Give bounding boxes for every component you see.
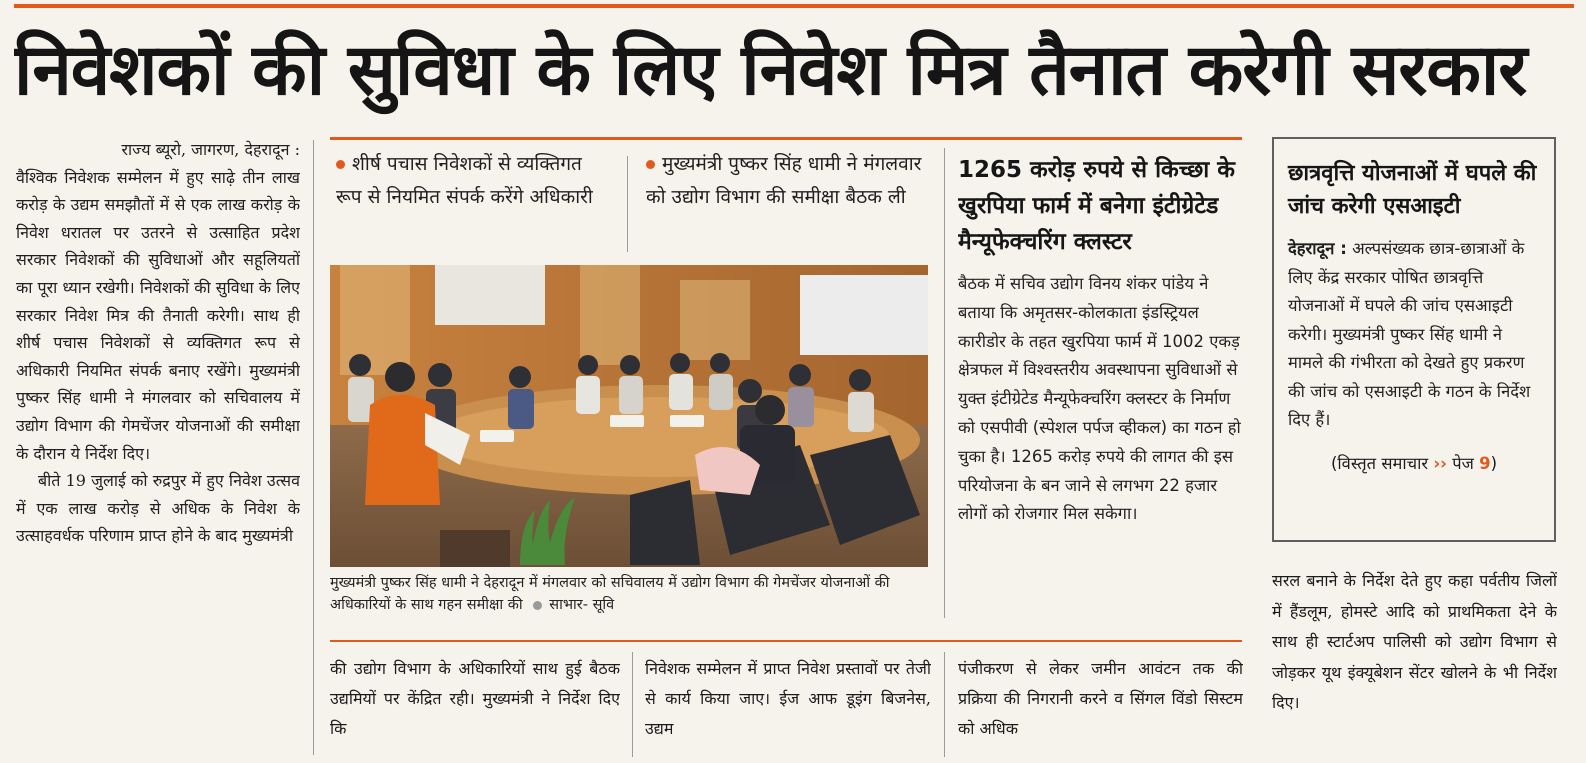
story-paragraph-2: बीते 19 जुलाई को रुद्रपुर में हुए निवेश उत्सव में एक लाख करोड़ से अधिक के निवेश के उत्साहवर्धक परिणाम प्राप्त होने के बाद मुख्यमंत्री xyxy=(16,471,300,546)
column-divider xyxy=(313,140,314,755)
continuation-column-2: निवेशक सम्मेलन में प्राप्त निवेश प्रस्तावों पर तेजी से कार्य किया जाए। ईज आफ डूइंग बिजनेस, उद्यम xyxy=(645,659,931,738)
boxed-story-body: देहरादून : अल्पसंख्यक छात्र-छात्राओं के लिए केंद्र सरकार पोषित छात्रवृत्ति योजनाओं में घपले की जांच एसआइटी करेगी। मुख्यमंत्री पुष्कर सिंह धामी ने मामले की गंभीरता को देखते हुए प्रकरण की जांच को एसआइटी के गठन के निर्देश दिए हैं। xyxy=(1288,239,1531,429)
bullet-dot-icon xyxy=(646,160,655,169)
boxed-story xyxy=(1272,137,1556,542)
continuation-column-4: सरल बनाने के निर्देश देते हुए कहा पर्वतीय जिलों में हैंडलूम, होमस्टे आदि को प्राथमिकता देने के साथ ही स्टार्टअप पालिसी को उद्योग विभाग से जोड़कर यूथ इंक्यूबेशन सेंटर खोलने के भी निर्देश दिए। xyxy=(1272,571,1557,712)
continuation-column-3: पंजीकरण से लेकर जमीन आवंटन तक की प्रक्रिया की निगरानी करने व सिंगल विंडो सिस्टम को अधिक xyxy=(958,659,1243,738)
story-paragraph-1: वैश्विक निवेशक सम्मेलन में हुए साढ़े तीन लाख करोड़ के उद्यम समझौतों में से एक लाख करोड़ के निवेश धरातल पर उतरने से उत्साहित प्रदेश सरकार निवेशकों की सुविधाओं और सहूलियतों का पूरा ध्यान रखेगी। निवेशकों की सुविधा के लिए सरकार निवेश मित्र की तैनाती करेगी। साथ ही शीर्ष पचास निवेशकों से व्यक्तिगत रूप से अधिकारी नियमित संपर्क बनाए रखेंगे। मुख्यमंत्री पुष्कर सिंह धामी ने मंगलवार को सचिवालय में उद्योग विभाग की गेमचेंजर योजनाओं की समीक्षा के दौरान ये निर्देश दिए। xyxy=(16,167,300,463)
more-news-reference: (विस्तृत समाचार ›› पेज 9) xyxy=(1330,453,1498,473)
boxed-story-headline: छात्रवृत्ति योजनाओं में घपले की जांच करेगी एसआइटी xyxy=(1288,161,1537,219)
bullet-dot-icon xyxy=(533,601,542,610)
lower-section-rule xyxy=(330,640,1242,642)
highlight-2: मुख्यमंत्री पुष्कर सिंह धामी ने मंगलवार को उद्योग विभाग की समीक्षा बैठक ली xyxy=(646,153,922,208)
bullet-dot-icon xyxy=(336,160,345,169)
highlight-1: शीर्ष पचास निवेशकों से व्यक्तिगत रूप से नियमित संपर्क करेंगे अधिकारी xyxy=(336,153,593,208)
arrow-icon: ›› xyxy=(1433,453,1447,473)
meeting-photo-image xyxy=(330,265,928,567)
top-rule xyxy=(14,4,1574,8)
column-divider xyxy=(944,652,945,757)
photo-credit: साभार- सूवि xyxy=(549,597,615,613)
main-headline: निवेशकों की सुविधा के लिए निवेश मित्र तैनात करेगी सरकार xyxy=(14,28,1527,111)
meeting-photo xyxy=(330,265,928,567)
photo-caption: मुख्यमंत्री पुष्कर सिंह धामी ने देहरादून में मंगलवार को सचिवालय में उद्योग विभाग की गेमचेंजर योजनाओं की अधिकारियों के साथ गहन समीक्षा की साभार- सूवि xyxy=(330,575,890,613)
byline: राज्य ब्यूरो, जागरण, देहरादून : xyxy=(121,140,300,159)
continuation-column-1: की उद्योग विभाग के अधिकारियों साथ हुई बैठक उद्यमियों पर केंद्रित रही। मुख्यमंत्री ने निर्देश दिए कि xyxy=(330,659,620,738)
highlight-divider xyxy=(627,156,628,252)
boxed-dateline: देहरादून : xyxy=(1288,239,1347,258)
column-divider xyxy=(632,652,633,757)
main-story-column xyxy=(16,136,300,756)
side-story xyxy=(958,152,1244,622)
highlights-top-rule xyxy=(330,137,1242,140)
side-story-headline: 1265 करोड़ रुपये से किच्छा के खुरपिया फार्म में बनेगा इंटीग्रेटेड मैन्यूफेक्चरिंग क्लस्टर xyxy=(958,157,1235,255)
column-divider xyxy=(944,148,945,618)
side-story-body: बैठक में सचिव उद्योग विनय शंकर पांडेय ने बताया कि अमृतसर-कोलकाता इंडस्ट्रियल कारीडोर के तहत खुरपिया फार्म में 1002 एकड़ क्षेत्रफल में विश्वस्तरीय अवस्थापना सुविधाओं से युक्त इंटीग्रेटेड मैन्यूफेक्चरिंग क्लस्टर के निर्माण को एसपीवी (स्पेशल पर्पज व्हीकल) का गठन हो चुका है। 1265 करोड़ रुपये की लागत की इस परियोजना के बन जाने से लगभग 22 हजार लोगों को रोजगार मिल सकेगा। xyxy=(958,274,1241,524)
